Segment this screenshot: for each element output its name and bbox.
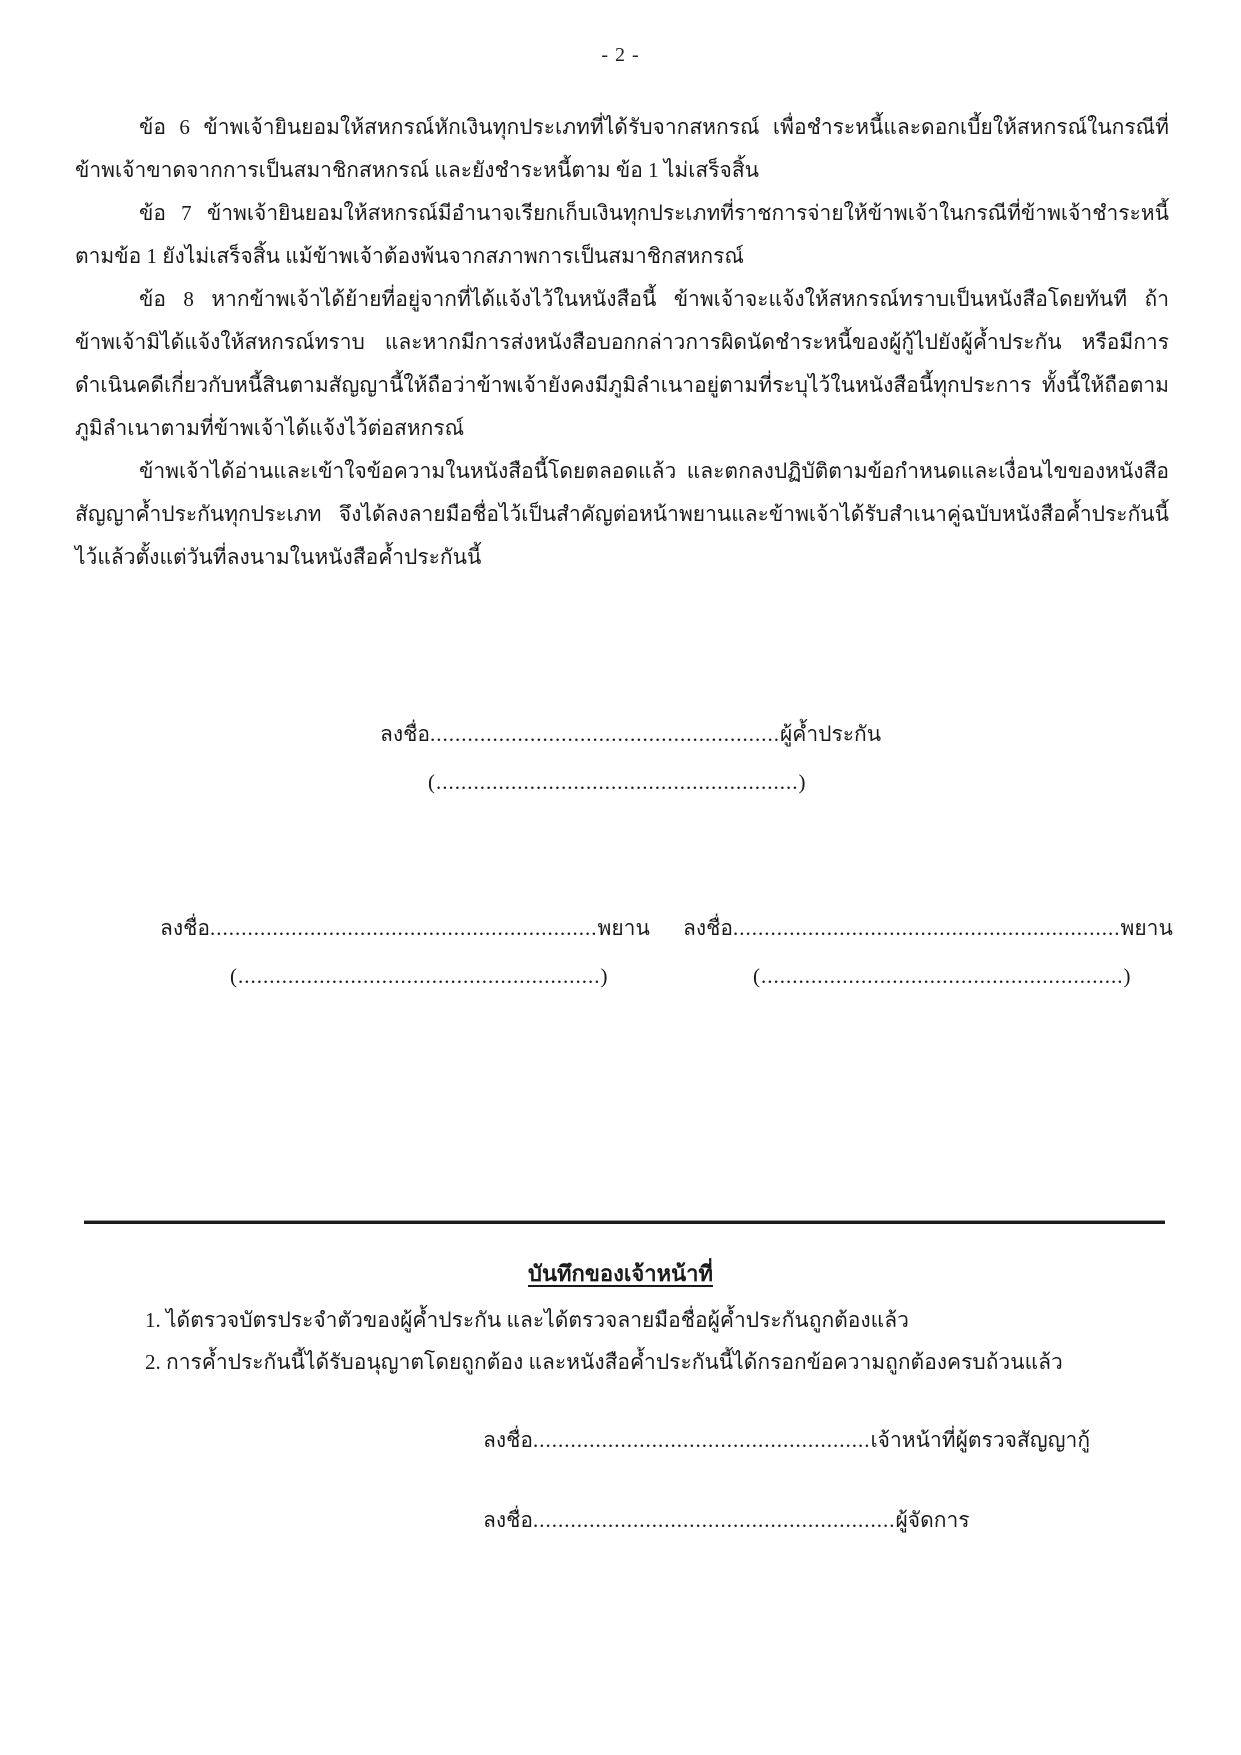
manager-signature-line bbox=[483, 1504, 970, 1537]
signature-dotted-line: .............................................................. bbox=[733, 916, 1121, 940]
sign-label: ลงชื่อ bbox=[380, 722, 430, 746]
inspector-role-label: เจ้าหน้าที่ผู้ตรวจสัญญากู้ bbox=[870, 1428, 1091, 1452]
officer-note-heading: บันทึกของเจ้าหน้าที่ bbox=[528, 1261, 713, 1286]
witness-role-label: พยาน bbox=[1120, 916, 1173, 940]
closing-paragraph: ข้าพเจ้าได้อ่านและเข้าใจข้อความในหนังสือนี้โดยตลอดแล้ว และตกลงปฏิบัติตามข้อกำหนดและเงื่อนไขของหนังสือสัญญาค้ำประกันทุกประเภท จึงได้ลงลายมือชื่อไว้เป็นสำคัญต่อหน้าพยานและข้าพเจ้าได้รับสำเนาคู่ฉบับหนังสือค้ำประกันนี้ไว้แล้วตั้งแต่วันที่ลงนามในหนังสือค้ำประกันนี้ bbox=[75, 459, 1169, 569]
witness-role-label: พยาน bbox=[597, 916, 650, 940]
officer-note-item: 2. การค้ำประกันนี้ได้รับอนุญาตโดยถูกต้อง และหนังสือค้ำประกันนี้ได้กรอกข้อความถูกต้องครบถ้วนแล้ว bbox=[145, 1350, 1063, 1374]
witness-right-signature-line bbox=[683, 912, 1173, 945]
page-number: - 2 - bbox=[601, 44, 640, 66]
sign-label: ลงชื่อ bbox=[483, 1508, 533, 1532]
signature-dotted-line: .............................................................. bbox=[210, 916, 598, 940]
witness-right-name-line: (..........................................................) bbox=[753, 964, 1132, 988]
clause-6-paragraph: ข้อ 6 ข้าพเจ้ายินยอมให้สหกรณ์หักเงินทุกประเภทที่ได้รับจากสหกรณ์ เพื่อชำระหนี้และดอกเบี้ยให้สหกรณ์ในกรณีที่ข้าพเจ้าขาดจากการเป็นสมาชิกสหกรณ์ และยังชำระหนี้ตาม ข้อ 1 ไม่เสร็จสิ้น bbox=[75, 115, 1169, 182]
signature-dotted-line: ........................................................ bbox=[430, 722, 780, 746]
contract-body bbox=[75, 106, 1169, 579]
signature-dotted-line: .......................................................... bbox=[533, 1508, 896, 1532]
witness-left-signature-line bbox=[160, 912, 650, 945]
sign-label: ลงชื่อ bbox=[160, 916, 210, 940]
sign-label: ลงชื่อ bbox=[483, 1428, 533, 1452]
guarantor-role-label: ผู้ค้ำประกัน bbox=[780, 722, 882, 746]
witness-left-name-line: (..........................................................) bbox=[230, 964, 609, 988]
guarantor-name-line: (..........................................................) bbox=[428, 770, 807, 794]
sign-label: ลงชื่อ bbox=[683, 916, 733, 940]
guarantor-signature-line bbox=[380, 718, 881, 751]
signature-dotted-line: ...................................................... bbox=[533, 1428, 871, 1452]
officer-note-item: 1. ได้ตรวจบัตรประจำตัวของผู้ค้ำประกัน และได้ตรวจลายมือชื่อผู้ค้ำประกันถูกต้องแล้ว bbox=[145, 1308, 909, 1332]
section-divider bbox=[84, 1220, 1165, 1224]
inspector-signature-line bbox=[483, 1424, 1090, 1457]
manager-role-label: ผู้จัดการ bbox=[895, 1508, 970, 1532]
officer-note-items bbox=[145, 1299, 1151, 1383]
clause-7-paragraph: ข้อ 7 ข้าพเจ้ายินยอมให้สหกรณ์มีอำนาจเรียกเก็บเงินทุกประเภทที่ราชการจ่ายให้ข้าพเจ้าในกรณีที่ข้าพเจ้าชำระหนี้ตามข้อ 1 ยังไม่เสร็จสิ้น แม้ข้าพเจ้าต้องพ้นจากสภาพการเป็นสมาชิกสหกรณ์ bbox=[75, 201, 1169, 268]
clause-8-paragraph: ข้อ 8 หากข้าพเจ้าได้ย้ายที่อยู่จากที่ได้แจ้งไว้ในหนังสือนี้ ข้าพเจ้าจะแจ้งให้สหกรณ์ทราบเป็นหนังสือโดยทันที ถ้าข้าพเจ้ามิได้แจ้งให้สหกรณ์ทราบ และหากมีการส่งหนังสือบอกกล่าวการผิดนัดชำระหนี้ของผู้กู้ไปยังผู้ค้ำประกัน หรือมีการดำเนินคดีเกี่ยวกับหนี้สินตามสัญญานี้ให้ถือว่าข้าพเจ้ายังคงมีภูมิลำเนาอยู่ตามที่ระบุไว้ในหนังสือนี้ทุกประการ ทั้งนี้ให้ถือตามภูมิลำเนาตามที่ข้าพเจ้าได้แจ้งไว้ต่อสหกรณ์ bbox=[75, 287, 1169, 440]
